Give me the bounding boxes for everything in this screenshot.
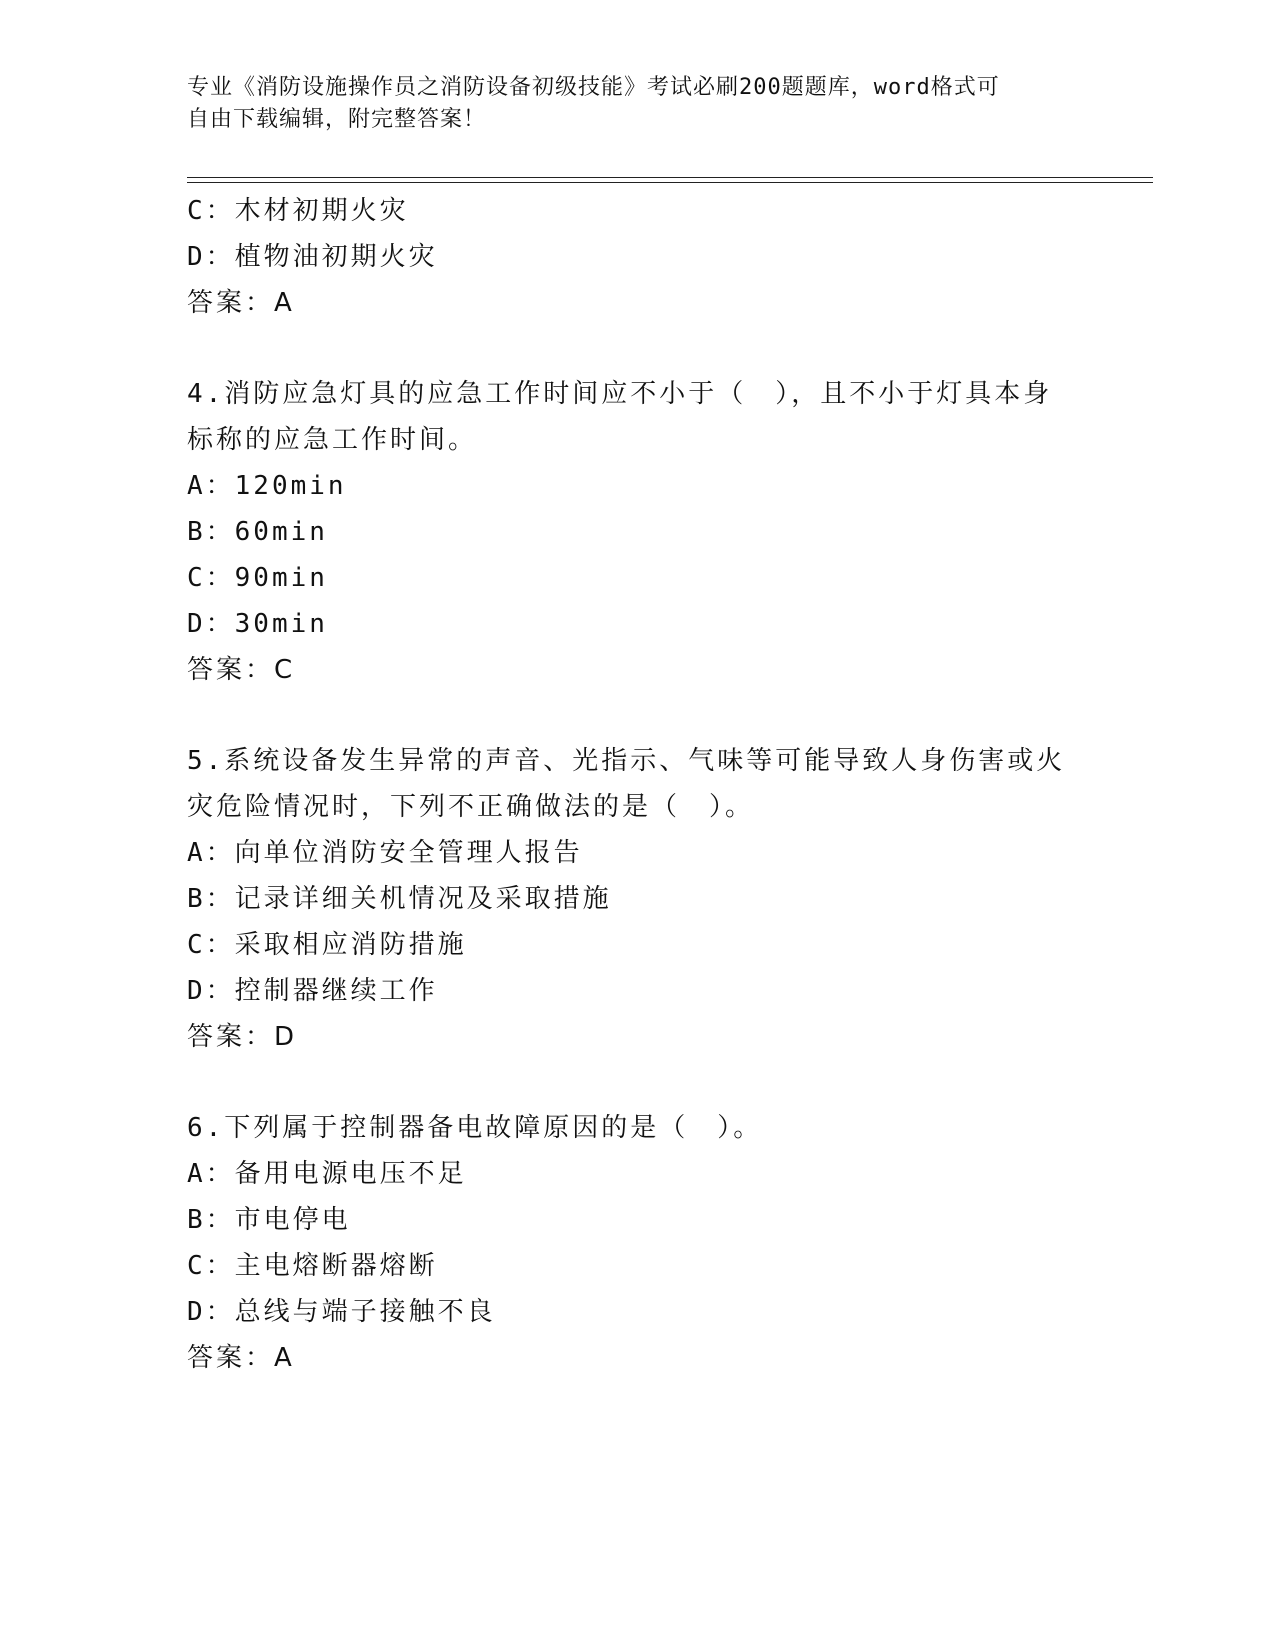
option-c: C：采取相应消防措施 [187,930,467,960]
option-c: C：90min [187,563,328,593]
question-block-5 [187,738,1067,1060]
header-line-1: 专业《消防设施操作员之消防设备初级技能》考试必刷200题题库，word格式可 [187,75,1000,100]
option-d: D：植物油初期火灾 [187,242,438,272]
answer-line: 答案：A [187,1343,295,1373]
option-a: A：120min [187,471,347,501]
option-d: D：控制器继续工作 [187,976,438,1006]
answer-line: 答案：D [187,1022,298,1052]
option-b: B：市电停电 [187,1205,351,1235]
question-block-3-partial [187,188,1067,326]
header-divider-top [187,177,1153,178]
header-divider-bottom [187,182,1153,183]
question-stem-line: 标称的应急工作时间。 [187,425,478,455]
option-d: D：总线与端子接触不良 [187,1297,496,1327]
option-a: A：备用电源电压不足 [187,1159,467,1189]
question-stem-line: 6.下列属于控制器备电故障原因的是（ ）。 [187,1113,763,1143]
option-b: B：记录详细关机情况及采取措施 [187,884,612,914]
option-a: A：向单位消防安全管理人报告 [187,838,583,868]
question-block-4 [187,371,1067,693]
answer-line: 答案：A [187,288,295,318]
option-c: C：木材初期火灾 [187,196,409,226]
answer-line: 答案：C [187,655,296,685]
question-stem-line: 4.消防应急灯具的应急工作时间应不小于（ ），且不小于灯具本身 [187,379,1053,409]
question-stem-line: 灾危险情况时，下列不正确做法的是（ ）。 [187,792,755,822]
question-stem-line: 5.系统设备发生异常的声音、光指示、气味等可能导致人身伤害或火 [187,746,1066,776]
header-line-2: 自由下载编辑，附完整答案！ [187,107,487,132]
option-c: C：主电熔断器熔断 [187,1251,438,1281]
option-d: D：30min [187,609,328,639]
question-block-6 [187,1105,1067,1381]
document-header [187,72,1067,136]
option-b: B：60min [187,517,328,547]
question-content [187,188,1067,1381]
